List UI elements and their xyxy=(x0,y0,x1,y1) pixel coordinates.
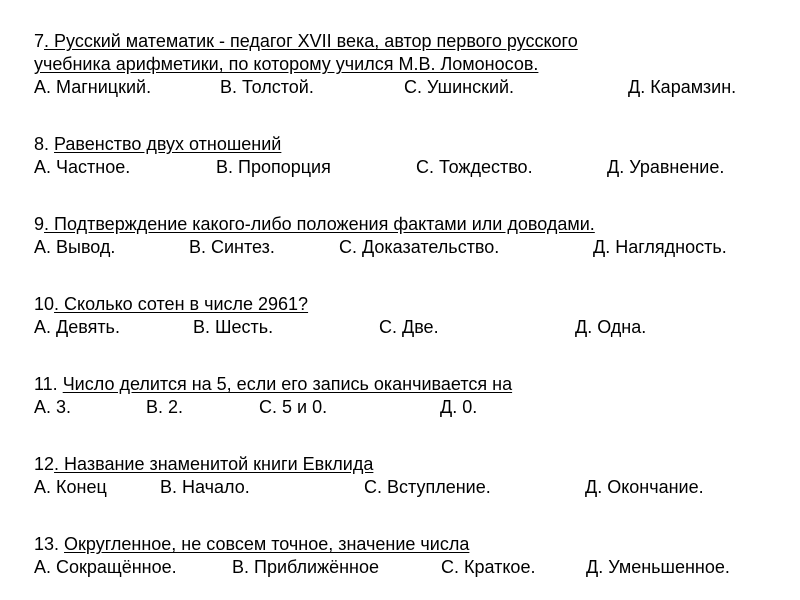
option-a: А. Сокращённое. xyxy=(34,557,177,577)
question-text xyxy=(34,133,794,156)
answer-options xyxy=(34,476,794,499)
option-a: А. Конец xyxy=(34,477,107,497)
question-number: 10 xyxy=(34,294,55,314)
option-b: В. Шесть. xyxy=(193,317,274,337)
question-number: 13. xyxy=(34,534,65,554)
option-b: В. 2. xyxy=(146,397,184,417)
option-a: А. Девять. xyxy=(34,317,120,337)
question-text xyxy=(34,53,794,76)
quiz-document xyxy=(34,30,794,579)
answer-options xyxy=(34,76,794,99)
option-c: С. 5 и 0. xyxy=(259,397,328,417)
answer-options xyxy=(34,556,794,579)
question-text-line: Равенство двух отношений xyxy=(54,134,282,154)
question-text-line: учебника арифметики, по которому учился М.В. Ломоносов. xyxy=(34,54,539,74)
option-d: Д. Одна. xyxy=(575,317,647,337)
option-b: В. Пропорция xyxy=(216,157,331,177)
option-d: Д. Наглядность. xyxy=(593,237,727,257)
question-13 xyxy=(34,533,794,579)
option-a: А. Вывод. xyxy=(34,237,116,257)
option-a: А. Магницкий. xyxy=(34,77,152,97)
question-10 xyxy=(34,293,794,339)
question-12 xyxy=(34,453,794,499)
question-number: 7 xyxy=(34,31,45,51)
question-8 xyxy=(34,133,794,179)
option-c: С. Две. xyxy=(379,317,439,337)
option-b: В. Приближённое xyxy=(232,557,380,577)
question-text xyxy=(34,213,794,236)
option-a: А. 3. xyxy=(34,397,72,417)
option-c: С. Ушинский. xyxy=(404,77,515,97)
question-text xyxy=(34,373,794,396)
question-text xyxy=(34,30,794,53)
question-number: 12 xyxy=(34,454,55,474)
answer-options xyxy=(34,316,794,339)
option-b: В. Синтез. xyxy=(189,237,275,257)
option-b: В. Толстой. xyxy=(220,77,314,97)
question-text xyxy=(34,293,794,316)
option-d: Д. Уменьшенное. xyxy=(586,557,730,577)
option-c: С. Тождество. xyxy=(416,157,533,177)
question-text-line: . Сколько сотен в числе 2961? xyxy=(54,294,309,314)
option-c: С. Краткое. xyxy=(441,557,536,577)
question-number: 11. xyxy=(34,374,63,394)
question-text-line: Число делится на 5, если его запись оканчивается на xyxy=(62,374,513,394)
option-d: Д. Окончание. xyxy=(585,477,704,497)
question-text-line: . Подтверждение какого-либо положения фактами или доводами. xyxy=(44,214,595,234)
option-a: А. Частное. xyxy=(34,157,131,177)
question-text-line: Округленное, не совсем точное, значение числа xyxy=(64,534,470,554)
answer-options xyxy=(34,156,794,179)
question-text xyxy=(34,533,794,556)
question-text-line: . Русский математик - педагог XVII века, автор первого русского xyxy=(44,31,578,51)
answer-options xyxy=(34,236,794,259)
question-text xyxy=(34,453,794,476)
question-7 xyxy=(34,30,794,99)
option-b: В. Начало. xyxy=(160,477,250,497)
answer-options xyxy=(34,396,794,419)
option-d: Д. 0. xyxy=(440,397,478,417)
question-9 xyxy=(34,213,794,259)
question-number: 8. xyxy=(34,134,55,154)
question-number: 9 xyxy=(34,214,45,234)
option-d: Д. Уравнение. xyxy=(607,157,725,177)
option-c: С. Доказательство. xyxy=(339,237,500,257)
option-c: С. Вступление. xyxy=(364,477,491,497)
option-d: Д. Карамзин. xyxy=(628,77,737,97)
question-text-line: . Название знаменитой книги Евклида xyxy=(54,454,374,474)
question-11 xyxy=(34,373,794,419)
